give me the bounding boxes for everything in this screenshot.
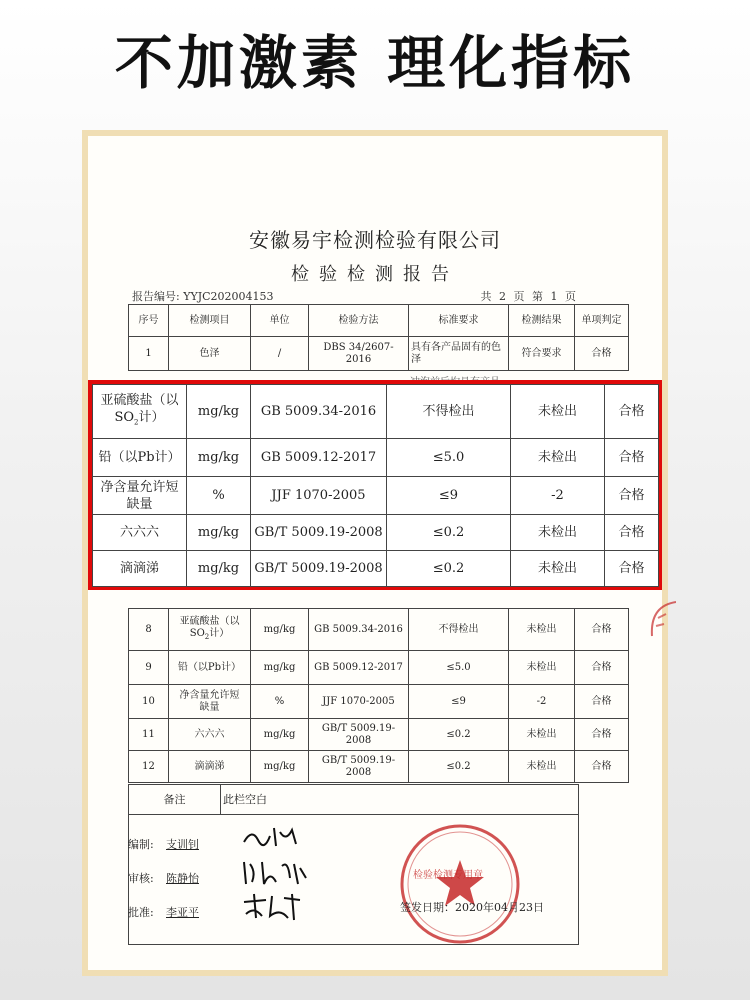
row-unit: / bbox=[251, 337, 309, 371]
signature-name: 李亚平 bbox=[166, 906, 199, 919]
row-verdict: 合格 bbox=[575, 719, 629, 751]
issue-date: 签发日期：2020年04月23日 bbox=[400, 901, 544, 914]
row-method: JJF 1070-2005 bbox=[251, 477, 387, 515]
row-item bbox=[93, 477, 187, 515]
row-result: 未检出 bbox=[509, 651, 575, 685]
row-verdict: 合格 bbox=[605, 477, 659, 515]
row-method: GB/T 5009.19-2008 bbox=[309, 751, 409, 783]
company-name: 安徽易宇检测检验有限公司 bbox=[249, 228, 501, 252]
row-item-line2: SO bbox=[114, 409, 135, 425]
row-unit: mg/kg bbox=[251, 719, 309, 751]
row-unit: mg/kg bbox=[187, 551, 251, 587]
row-item bbox=[169, 685, 251, 719]
row-item: 铅（以Pb计） bbox=[169, 651, 251, 685]
seal-text: 检验检测专用章 bbox=[413, 870, 483, 881]
row-item: 滴滴涕 bbox=[169, 751, 251, 783]
row-unit: mg/kg bbox=[187, 385, 251, 439]
official-seal bbox=[398, 822, 522, 946]
signature-name: 陈静怡 bbox=[166, 872, 199, 885]
row-unit: mg/kg bbox=[187, 439, 251, 477]
row-verdict: 合格 bbox=[605, 515, 659, 551]
signature-row-compiler bbox=[128, 836, 213, 852]
row-item-line2-end: 计） bbox=[209, 628, 230, 639]
row-result: 未检出 bbox=[511, 439, 605, 477]
row-item-line2: 缺量 bbox=[126, 496, 153, 512]
row-no: 11 bbox=[129, 719, 169, 751]
row-verdict: 合格 bbox=[605, 551, 659, 587]
row-requirement: 不得检出 bbox=[409, 609, 509, 651]
report-number: 报告编号: YYJC202004153 bbox=[132, 290, 274, 303]
partial-seal bbox=[646, 598, 676, 638]
table-row bbox=[93, 551, 659, 587]
row-verdict: 合格 bbox=[575, 651, 629, 685]
row-item-line1: 净含量允许短 bbox=[179, 689, 240, 701]
highlighted-results-table bbox=[92, 384, 659, 587]
row-verdict: 合格 bbox=[575, 685, 629, 719]
row-requirement: ≤0.2 bbox=[409, 751, 509, 783]
row-no: 10 bbox=[129, 685, 169, 719]
row-verdict: 合格 bbox=[605, 439, 659, 477]
col-header-no: 序号 bbox=[129, 305, 169, 337]
col-header-requirement: 标准要求 bbox=[409, 305, 509, 337]
row-method: GB 5009.34-2016 bbox=[251, 385, 387, 439]
handwritten-signature bbox=[240, 856, 310, 888]
row-requirement: ≤9 bbox=[409, 685, 509, 719]
table-row bbox=[129, 337, 629, 371]
row-requirement: ≤5.0 bbox=[409, 651, 509, 685]
row-result: 未检出 bbox=[511, 385, 605, 439]
handwritten-signature bbox=[240, 822, 300, 852]
row-method: GB/T 5009.19-2008 bbox=[309, 719, 409, 751]
results-table-top bbox=[128, 304, 629, 371]
row-requirement: ≤9 bbox=[387, 477, 511, 515]
table-row bbox=[129, 685, 629, 719]
remarks-label: 备注 bbox=[129, 785, 221, 815]
row-result: 未检出 bbox=[509, 609, 575, 651]
row-verdict: 合格 bbox=[575, 609, 629, 651]
row-requirement: ≤0.2 bbox=[409, 719, 509, 751]
row-item-line2: SO bbox=[189, 628, 205, 639]
table-row bbox=[93, 385, 659, 439]
row-item-line2-end: 计） bbox=[138, 409, 165, 425]
row-unit: % bbox=[187, 477, 251, 515]
row-item-line1: 净含量允许短 bbox=[100, 479, 179, 495]
row-requirement: 具有各产品固有的色泽 bbox=[409, 337, 509, 371]
table-row bbox=[93, 477, 659, 515]
page-counter: 共 2 页 第 1 页 bbox=[480, 290, 576, 303]
row-item bbox=[169, 609, 251, 651]
signature-name: 支训钊 bbox=[166, 838, 199, 851]
row-result: 未检出 bbox=[511, 515, 605, 551]
col-header-item: 检测项目 bbox=[169, 305, 251, 337]
table-header-row bbox=[129, 305, 629, 337]
remarks-value: 此栏空白 bbox=[221, 785, 579, 815]
signature-label: 批准: bbox=[128, 906, 154, 919]
results-table-bottom bbox=[128, 608, 629, 783]
row-unit: mg/kg bbox=[187, 515, 251, 551]
row-no: 8 bbox=[129, 609, 169, 651]
row-method: GB 5009.12-2017 bbox=[309, 651, 409, 685]
table-row bbox=[93, 515, 659, 551]
col-header-result: 检测结果 bbox=[509, 305, 575, 337]
row-requirement: ≤0.2 bbox=[387, 551, 511, 587]
row-verdict: 合格 bbox=[575, 751, 629, 783]
table-row bbox=[129, 609, 629, 651]
row-method: GB 5009.34-2016 bbox=[309, 609, 409, 651]
row-method: GB/T 5009.19-2008 bbox=[251, 551, 387, 587]
row-result: 符合要求 bbox=[509, 337, 575, 371]
row-item: 六六六 bbox=[93, 515, 187, 551]
row-item-line1: 亚硫酸盐（以 bbox=[100, 392, 179, 408]
row-unit: mg/kg bbox=[251, 651, 309, 685]
row-requirement: ≤5.0 bbox=[387, 439, 511, 477]
row-unit: mg/kg bbox=[251, 609, 309, 651]
row-unit: mg/kg bbox=[251, 751, 309, 783]
row-item: 色泽 bbox=[169, 337, 251, 371]
signature-label: 编制: bbox=[128, 838, 154, 851]
row-method: JJF 1070-2005 bbox=[309, 685, 409, 719]
row-unit: % bbox=[251, 685, 309, 719]
signature-row-approver bbox=[128, 904, 213, 920]
row-item: 铅（以Pb计） bbox=[93, 439, 187, 477]
row-item: 滴滴涕 bbox=[93, 551, 187, 587]
row-item bbox=[93, 385, 187, 439]
row-result: -2 bbox=[511, 477, 605, 515]
col-header-verdict: 单项判定 bbox=[575, 305, 629, 337]
headline: 不加激素 理化指标 bbox=[114, 29, 636, 97]
row-result: 未检出 bbox=[509, 751, 575, 783]
handwritten-signature bbox=[240, 890, 310, 922]
table-row bbox=[129, 719, 629, 751]
row-verdict: 合格 bbox=[575, 337, 629, 371]
row-no: 1 bbox=[129, 337, 169, 371]
table-row bbox=[93, 439, 659, 477]
row-item-subscript: 2 bbox=[204, 633, 210, 641]
row-method: GB 5009.12-2017 bbox=[251, 439, 387, 477]
row-method: DBS 34/2607-2016 bbox=[309, 337, 409, 371]
col-header-method: 检验方法 bbox=[309, 305, 409, 337]
col-header-unit: 单位 bbox=[251, 305, 309, 337]
signature-label: 审核: bbox=[128, 872, 154, 885]
row-verdict: 合格 bbox=[605, 385, 659, 439]
row-item-subscript: 2 bbox=[134, 418, 139, 427]
row-item: 六六六 bbox=[169, 719, 251, 751]
report-title: 检验检测报告 bbox=[291, 264, 459, 285]
row-item-line1: 亚硫酸盐（以 bbox=[179, 616, 240, 627]
row-item-line2: 缺量 bbox=[199, 701, 220, 713]
row-requirement: 不得检出 bbox=[387, 385, 511, 439]
highlight-zoom-box bbox=[88, 380, 662, 590]
row-no: 12 bbox=[129, 751, 169, 783]
row-requirement: ≤0.2 bbox=[387, 515, 511, 551]
signature-row-reviewer bbox=[128, 870, 213, 886]
row-method: GB/T 5009.19-2008 bbox=[251, 515, 387, 551]
row-result: -2 bbox=[509, 685, 575, 719]
row-result: 未检出 bbox=[509, 719, 575, 751]
row-no: 9 bbox=[129, 651, 169, 685]
table-row bbox=[129, 651, 629, 685]
table-row bbox=[129, 751, 629, 783]
row-result: 未检出 bbox=[511, 551, 605, 587]
